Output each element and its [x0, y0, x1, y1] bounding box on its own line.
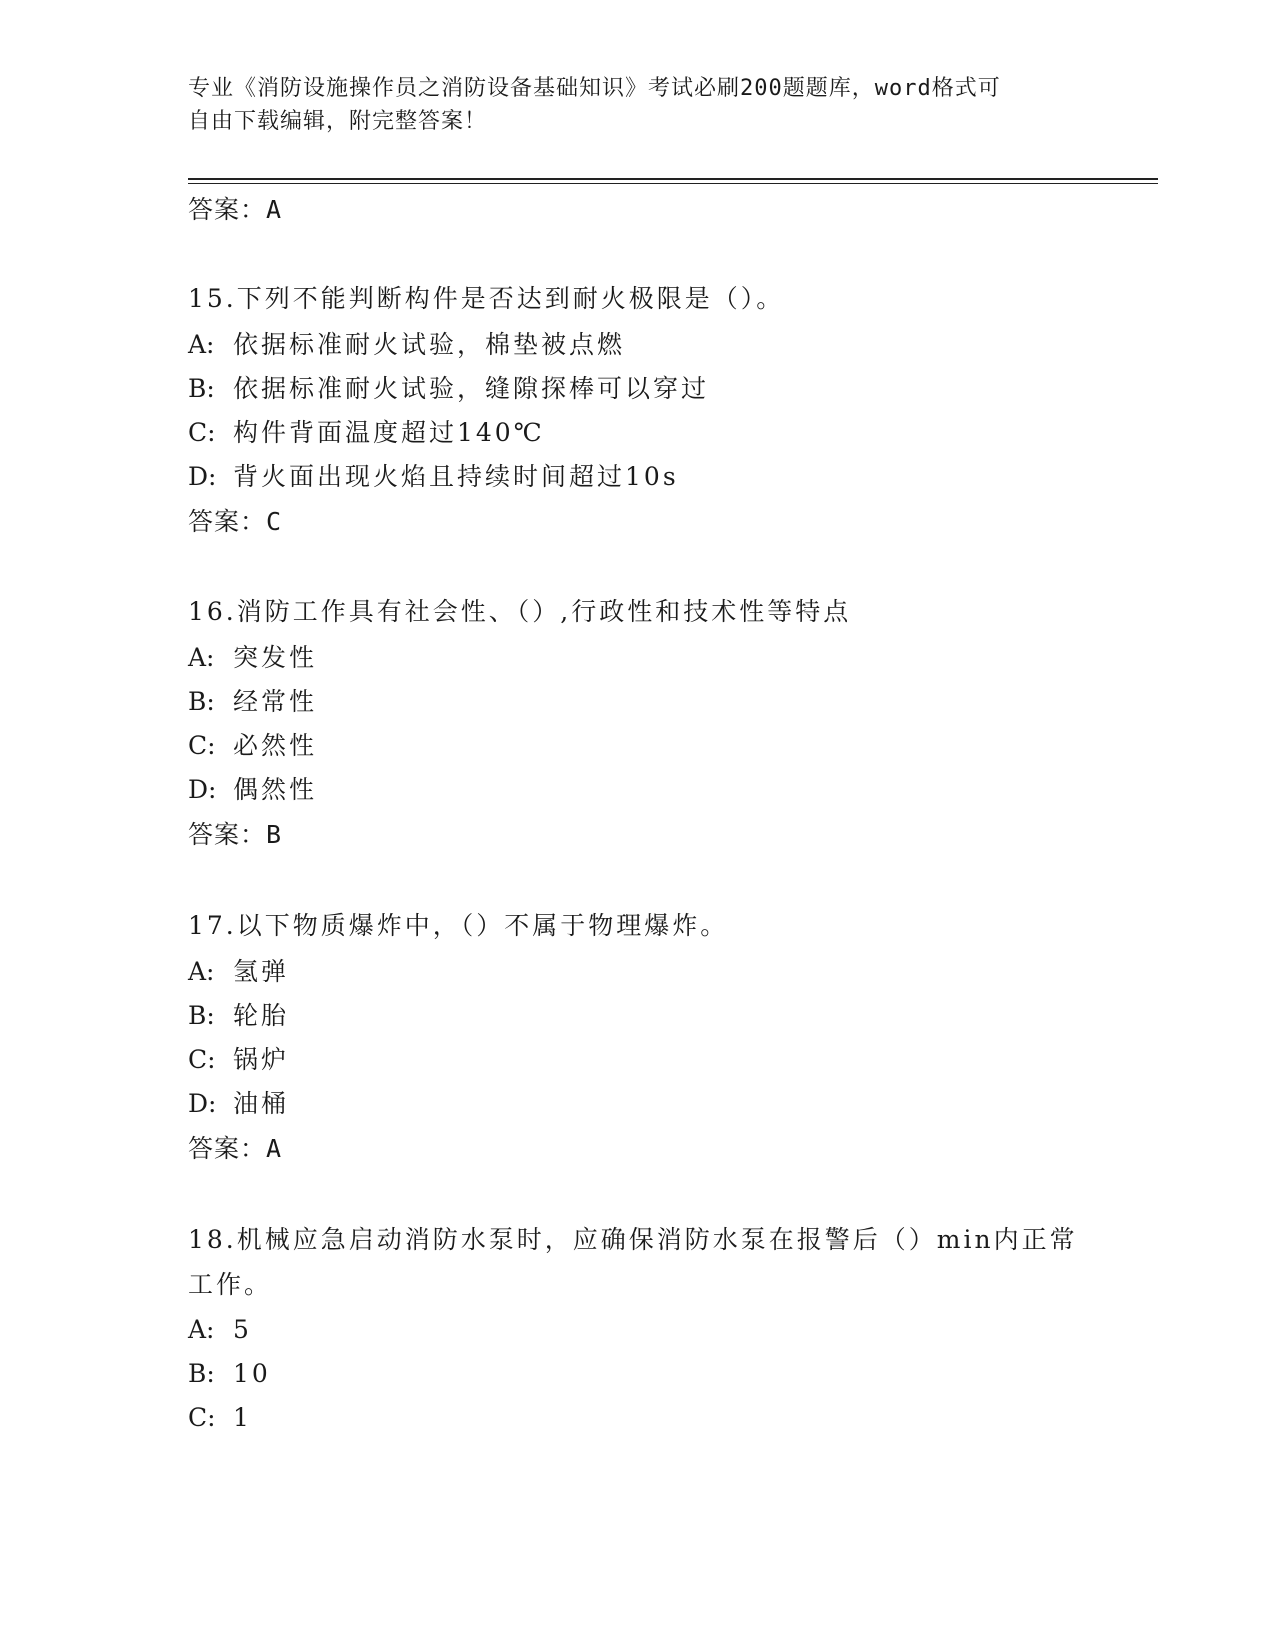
- option-text: 1: [233, 1403, 252, 1432]
- question-15-option-c: [188, 415, 545, 451]
- document-header: [188, 72, 1068, 138]
- option-label: C:: [188, 731, 216, 760]
- question-15-option-b: [188, 371, 709, 407]
- option-label: C:: [188, 418, 216, 447]
- question-17-stem: 17.以下物质爆炸中，（）不属于物理爆炸。: [188, 911, 729, 940]
- option-text: 背火面出现火焰且持续时间超过10s: [233, 462, 679, 491]
- option-text: 依据标准耐火试验，棉垫被点燃: [233, 330, 626, 359]
- question-18-stem: 18.机械应急启动消防水泵时，应确保消防水泵在报警后（）min内正常工作。: [188, 1225, 1078, 1299]
- question-16-option-d: [188, 772, 317, 808]
- question-15-stem: 15.下列不能判断构件是否达到耐火极限是（）。: [188, 284, 785, 313]
- header-rule-thick: [188, 178, 1158, 180]
- option-label: D:: [188, 1089, 217, 1118]
- question-17-answer: 答案：A: [188, 1134, 283, 1163]
- option-label: A:: [188, 1315, 215, 1344]
- option-label: C:: [188, 1045, 216, 1074]
- option-text: 依据标准耐火试验，缝隙探棒可以穿过: [233, 374, 710, 403]
- option-text: 构件背面温度超过140℃: [233, 418, 545, 447]
- option-text: 5: [233, 1315, 252, 1344]
- question-16-option-b: [188, 684, 317, 720]
- question-15-answer: 答案：C: [188, 507, 283, 536]
- option-label: D:: [188, 462, 217, 491]
- option-text: 轮胎: [233, 1001, 290, 1030]
- question-18-option-a: [188, 1312, 252, 1348]
- question-18-option-c: [188, 1400, 252, 1436]
- option-label: B:: [188, 1359, 215, 1388]
- option-text: 油桶: [233, 1089, 290, 1118]
- option-label: A:: [188, 330, 215, 359]
- question-16-answer: 答案：B: [188, 820, 283, 849]
- header-line-1: 专业《消防设施操作员之消防设备基础知识》考试必刷200题题库，word格式可: [188, 76, 1001, 101]
- question-15-option-a: [188, 327, 625, 363]
- question-17-option-c: [188, 1042, 289, 1078]
- option-text: 10: [233, 1359, 271, 1388]
- question-18-option-b: [188, 1356, 271, 1392]
- option-text: 氢弹: [233, 957, 290, 986]
- question-16-option-c: [188, 728, 317, 764]
- option-text: 经常性: [233, 687, 318, 716]
- option-label: A:: [188, 957, 215, 986]
- header-line-2: 自由下载编辑，附完整答案！: [188, 109, 488, 134]
- option-text: 突发性: [233, 643, 318, 672]
- option-text: 必然性: [233, 731, 318, 760]
- question-16-option-a: [188, 640, 317, 676]
- question-15-option-d: [188, 459, 679, 495]
- option-text: 偶然性: [233, 775, 318, 804]
- option-label: B:: [188, 1001, 215, 1030]
- question-17-option-d: [188, 1086, 289, 1122]
- question-17-option-a: [188, 954, 289, 990]
- header-rule-thin: [188, 183, 1158, 184]
- option-label: B:: [188, 374, 215, 403]
- option-label: D:: [188, 775, 217, 804]
- option-label: A:: [188, 643, 215, 672]
- option-label: B:: [188, 687, 215, 716]
- option-label: C:: [188, 1403, 216, 1432]
- question-17-option-b: [188, 998, 289, 1034]
- question-16-stem: 16.消防工作具有社会性、（）,行政性和技术性等特点: [188, 597, 852, 626]
- answer-previous: 答案：A: [188, 195, 283, 224]
- option-text: 锅炉: [233, 1045, 290, 1074]
